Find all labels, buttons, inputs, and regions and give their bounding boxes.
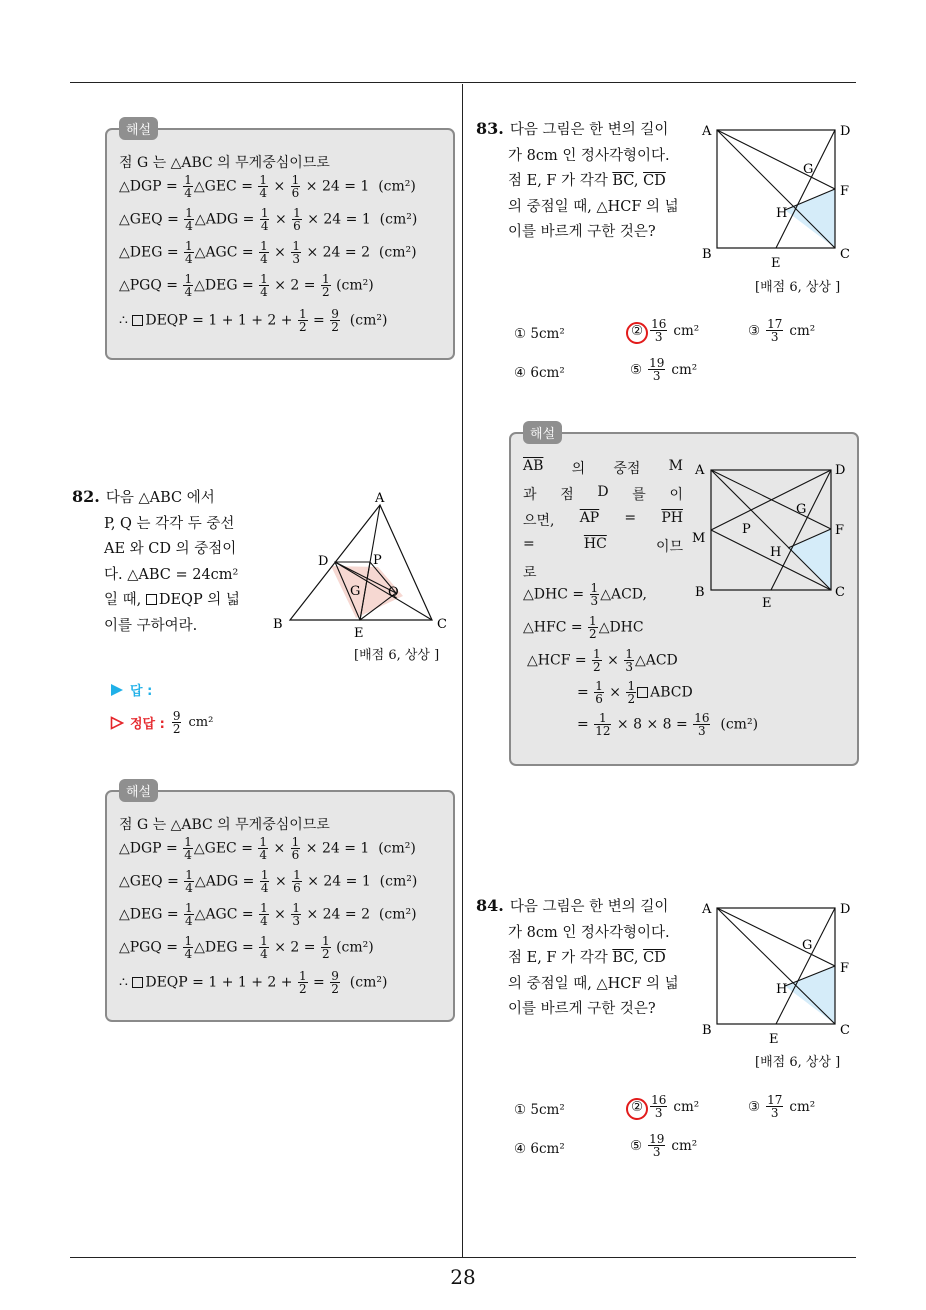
svg-text:C: C xyxy=(835,585,845,600)
sol-line-dgp: △DGP = $\frac{1}{4}$ △GEC = $\frac{1}{4}$ × $\frac{1}{6}$ × 24 = 1 (cm²) xyxy=(119,835,416,862)
q83-points: [배점 6, 상상 ] xyxy=(755,280,841,295)
bottom-rule xyxy=(70,1257,856,1258)
svg-text:D: D xyxy=(840,124,851,139)
sol-line-final: ∴ DEQP = 1 + 1 + 2 + $\frac{1}{2}$ = $\frac{9}{2}$ (cm²) xyxy=(119,969,388,996)
sol-line-1: 점 G 는 △ABC 의 무게중심이므로 xyxy=(119,155,330,171)
label-Q: Q xyxy=(388,585,399,600)
svg-text:M: M xyxy=(692,531,706,546)
answer-arrow-icon xyxy=(110,683,124,697)
label-P: P xyxy=(373,553,382,568)
label-A: A xyxy=(375,491,385,506)
q82-text: 82. 다음 △ABC 에서 P, Q 는 각각 두 중선 AE 와 CD 의 중점이 다. △ABC = 24cm² 일 때, DEQP 의 넓 이를 구하여라. xyxy=(72,487,240,634)
svg-text:H: H xyxy=(776,982,788,997)
svg-text:B: B xyxy=(702,1023,712,1038)
sol-line-final: ∴ DEQP = 1 + 1 + 2 + $\frac{1}{2}$ = $\frac{9}{2}$ (cm²) xyxy=(119,307,388,334)
svg-text:C: C xyxy=(840,1023,850,1038)
svg-text:A: A xyxy=(695,463,705,478)
solution-box-81 xyxy=(105,123,455,360)
q82-correct-row: 정답 : $\frac{9}{2}$ cm² xyxy=(110,710,213,735)
q84-points: [배점 6, 상상 ] xyxy=(755,1055,841,1070)
q83-choice-4[interactable]: ④ 6cm² xyxy=(514,365,565,381)
q84-square-figure xyxy=(698,898,858,1048)
q84-choice-2[interactable]: ② $\frac{16}{3}$ cm² xyxy=(630,1094,699,1119)
svg-text:A: A xyxy=(702,124,712,139)
q83-choice-3[interactable]: ③ $\frac{17}{3}$ cm² xyxy=(748,317,816,344)
correct-arrow-icon xyxy=(110,716,124,730)
svg-text:C: C xyxy=(840,247,850,262)
page-number: 28 xyxy=(450,1265,476,1289)
solution-box-83: 해설 $\overline{AB}$ 의 중점 M 과 점 D 를 이 으면, $\overline{AP}$ = $\overline{PH}$ = $\overline{HC}$ 이므 로 △DHC = $\frac{1}{3}$ △ACD, △HFC = $\frac{1}{2}$ △DHC △HCF = $\frac{1}{2}$ × $\frac{1}{3}$ △ACD = $\frac{1}{6}$ × $\frac{1}{2}$ ABCD = $\frac{1}{12}$ × 8 × 8 = $\frac{16}{3}$ (cm²) A D B C E F G H M P xyxy=(509,432,859,766)
sol-line-deg: △DEG = $\frac{1}{4}$ △AGC = $\frac{1}{4}$ × $\frac{1}{3}$ × 24 = 2 (cm²) xyxy=(119,239,417,266)
q83-choice-1[interactable]: ① 5cm² xyxy=(514,326,565,342)
q83-solution-figure xyxy=(691,454,855,614)
q84-choice-3[interactable]: ③ $\frac{17}{3}$ cm² xyxy=(748,1093,816,1120)
solution-tag: 해설 xyxy=(119,117,158,140)
svg-text:F: F xyxy=(840,961,850,976)
svg-text:F: F xyxy=(835,523,845,538)
sol-line-pgq: △PGQ = $\frac{1}{4}$ △DEG = $\frac{1}{4}$ × 2 = $\frac{1}{2}$ (cm²) xyxy=(119,934,374,961)
svg-text:D: D xyxy=(840,902,851,917)
label-C: C xyxy=(437,617,447,632)
q82-triangle-figure xyxy=(270,490,460,640)
label-E: E xyxy=(354,626,364,640)
q84-choice-1[interactable]: ① 5cm² xyxy=(514,1102,565,1118)
q84-choice-5[interactable]: ⑤ $\frac{19}{3}$ cm² xyxy=(630,1132,698,1159)
column-divider xyxy=(462,84,463,1258)
svg-text:E: E xyxy=(769,1032,779,1047)
sol-line-dgp: △DGP = $\frac{1}{4}$ △GEC = $\frac{1}{4}$ × $\frac{1}{6}$ × 24 = 1 (cm²) xyxy=(119,173,416,200)
label-G: G xyxy=(350,584,361,599)
solution-box-82 xyxy=(105,785,455,1022)
svg-text:P: P xyxy=(742,522,751,537)
q84-text: 84. 다음 그림은 한 변의 길이 가 8cm 인 정사각형이다. 점 E, F 가 각각 $\overline{BC}$, $\overline{CD}$ 의 중점일 때, △HCF 의 넓 이를 바르게 구한 것은? xyxy=(476,896,679,1017)
sol-line-geq: △GEQ = $\frac{1}{4}$ △ADG = $\frac{1}{4}$ × $\frac{1}{6}$ × 24 = 1 (cm²) xyxy=(119,206,418,233)
q83-choice-2[interactable]: ② $\frac{16}{3}$ cm² xyxy=(630,318,699,343)
sol-line-deg: △DEG = $\frac{1}{4}$ △AGC = $\frac{1}{4}$ × $\frac{1}{3}$ × 24 = 2 (cm²) xyxy=(119,901,417,928)
svg-text:D: D xyxy=(835,463,846,478)
svg-text:H: H xyxy=(776,206,788,221)
solution-tag: 해설 xyxy=(119,779,158,802)
svg-text:B: B xyxy=(702,247,712,262)
svg-text:E: E xyxy=(762,596,772,611)
svg-text:G: G xyxy=(802,938,813,953)
svg-text:A: A xyxy=(702,902,712,917)
svg-text:G: G xyxy=(796,502,807,517)
q83-choice-5[interactable]: ⑤ $\frac{19}{3}$ cm² xyxy=(630,356,698,383)
q82-points: [배점 6, 상상 ] xyxy=(354,648,440,663)
label-B: B xyxy=(273,617,283,632)
svg-text:G: G xyxy=(803,162,814,177)
svg-text:F: F xyxy=(840,184,850,199)
solution-tag: 해설 xyxy=(523,421,562,444)
sol-line-pgq: △PGQ = $\frac{1}{4}$ △DEG = $\frac{1}{4}$ × 2 = $\frac{1}{2}$ (cm²) xyxy=(119,272,374,299)
svg-text:H: H xyxy=(770,545,782,560)
svg-text:B: B xyxy=(695,585,705,600)
q82-answer-row: 답 : xyxy=(110,680,152,699)
selected-mark-icon xyxy=(626,322,648,344)
selected-mark-icon xyxy=(626,1098,648,1120)
label-D: D xyxy=(318,554,329,569)
sol-line-1: 점 G 는 △ABC 의 무게중심이므로 xyxy=(119,817,330,833)
q83-square-figure xyxy=(698,120,858,270)
top-rule xyxy=(70,82,856,83)
svg-text:E: E xyxy=(771,256,781,270)
q83-text: 83. 다음 그림은 한 변의 길이 가 8cm 인 정사각형이다. 점 E, F 가 각각 $\overline{BC}$, $\overline{CD}$ 의 중점일 때, △HCF 의 넓 이를 바르게 구한 것은? xyxy=(476,119,679,240)
q84-choice-4[interactable]: ④ 6cm² xyxy=(514,1141,565,1157)
sol-line-geq: △GEQ = $\frac{1}{4}$ △ADG = $\frac{1}{4}$ × $\frac{1}{6}$ × 24 = 1 (cm²) xyxy=(119,868,418,895)
